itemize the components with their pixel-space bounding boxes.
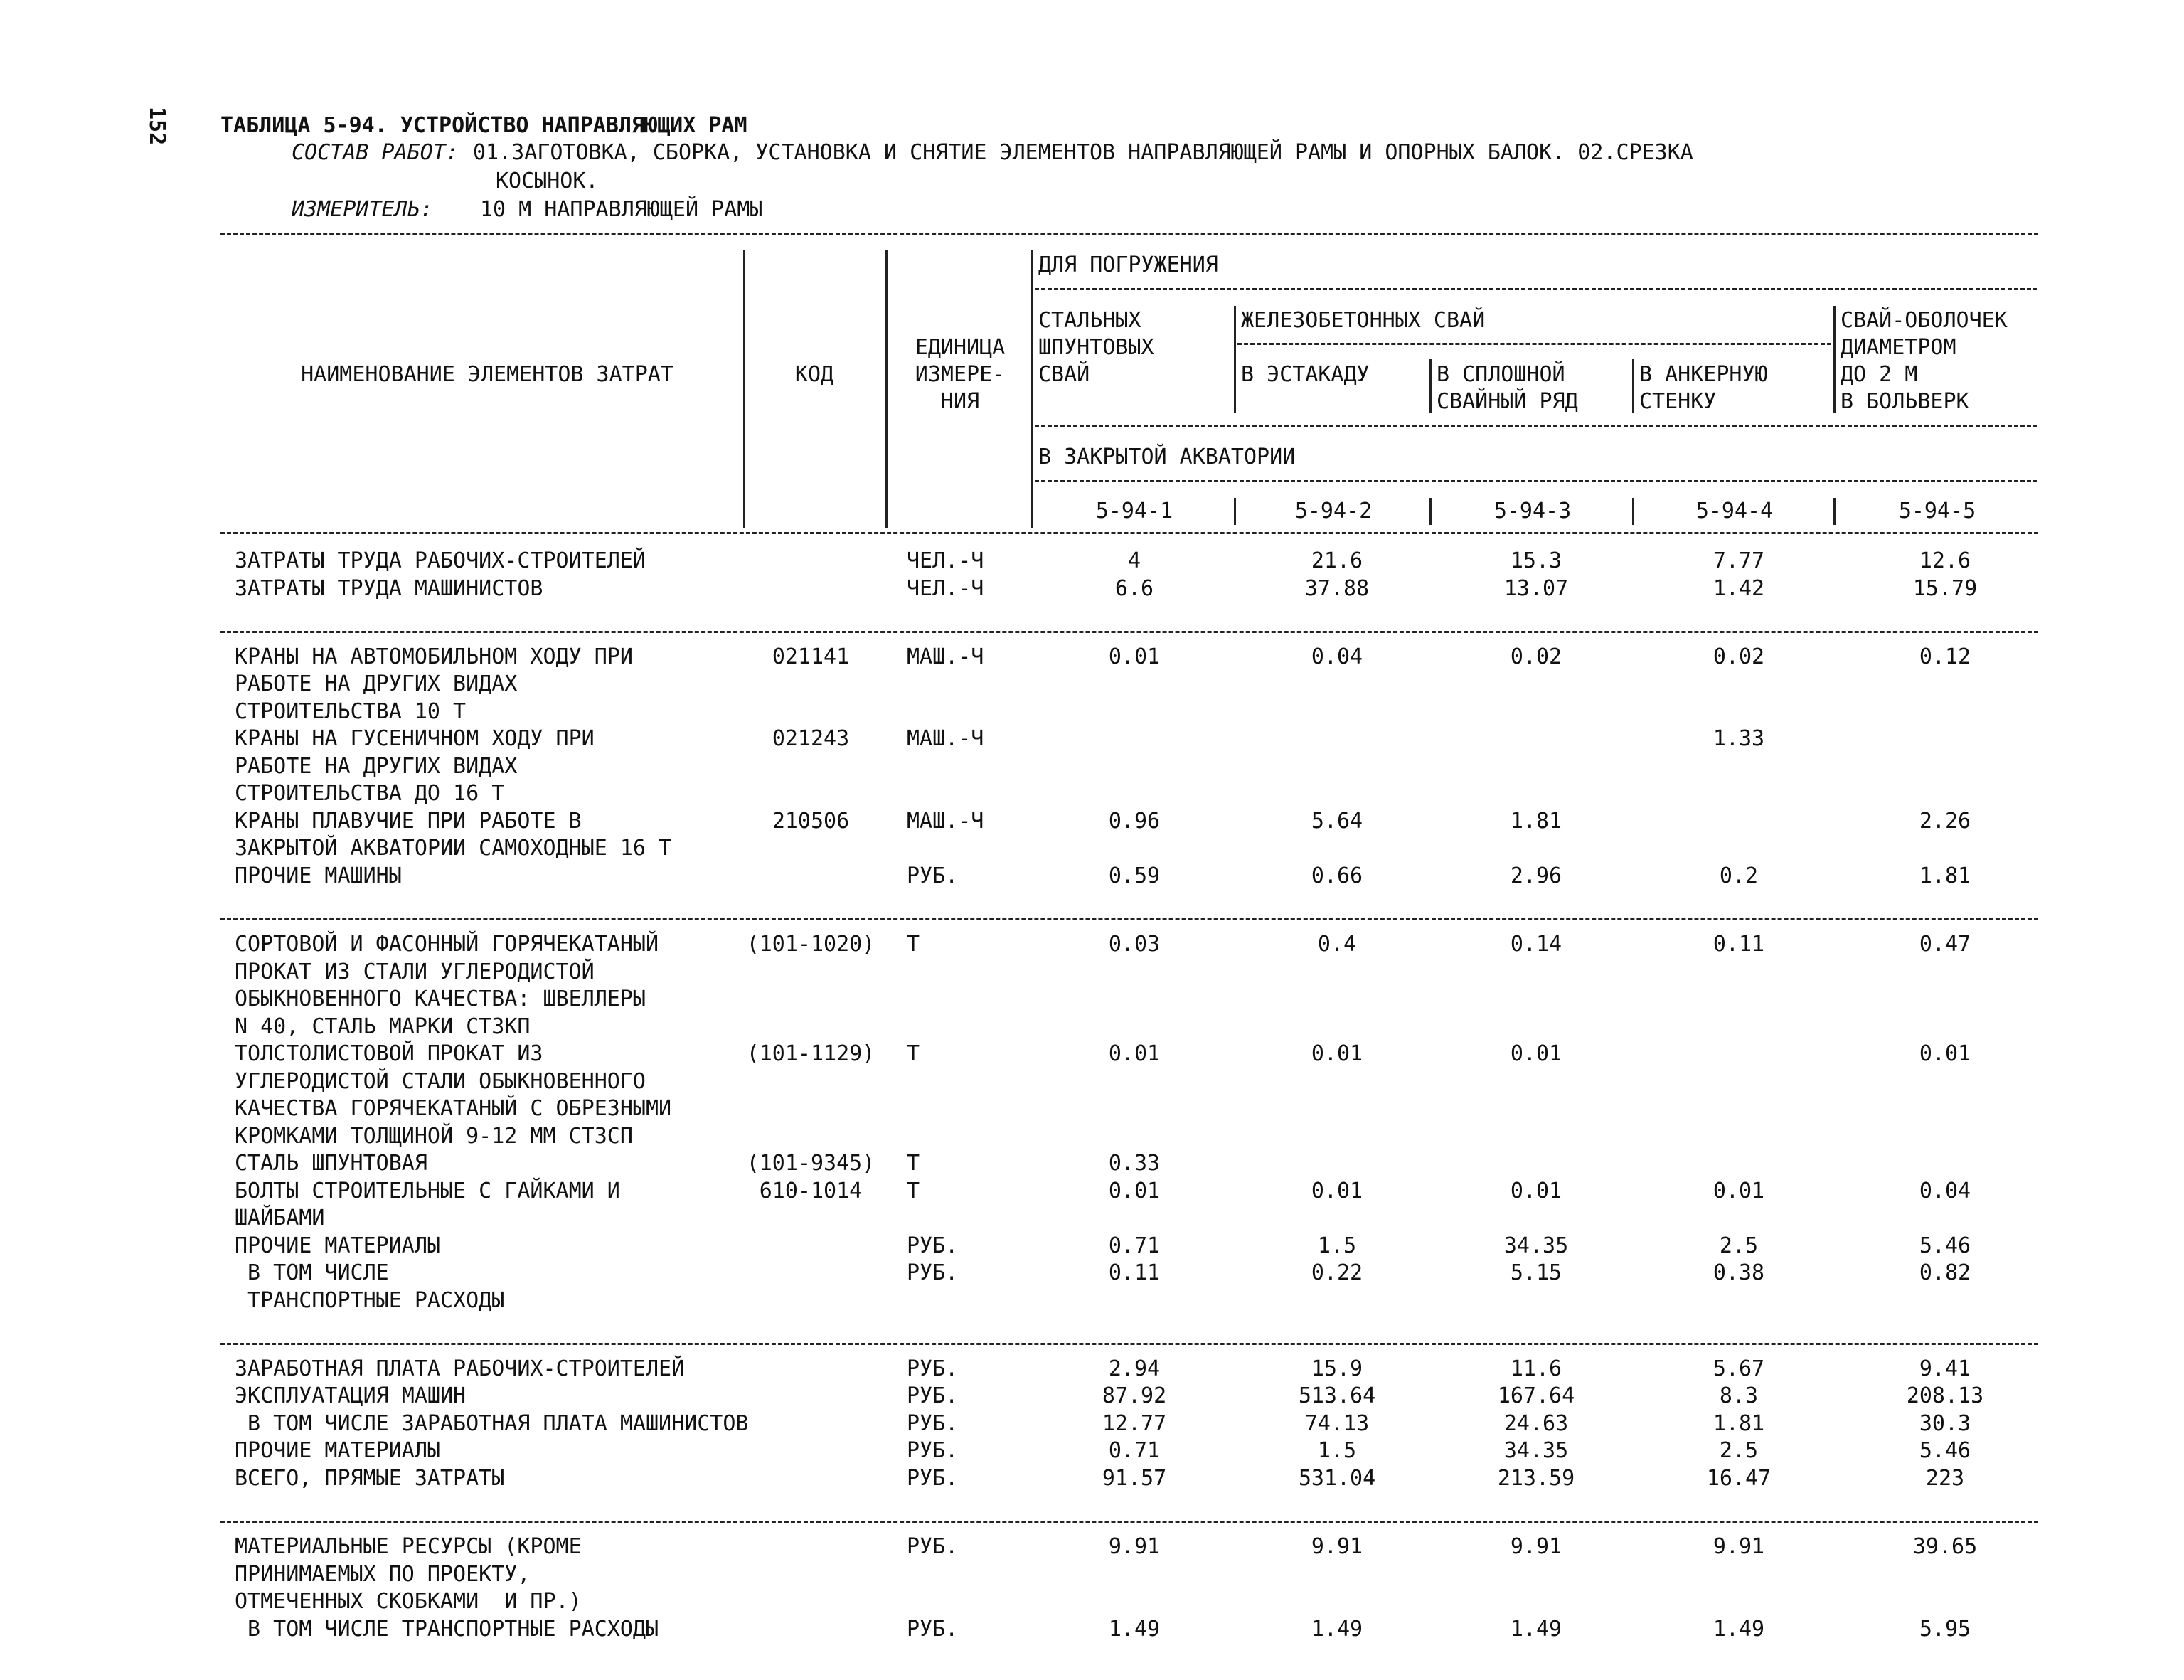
- row-value: 0.01: [1919, 1041, 1971, 1066]
- row-value: 0.14: [1510, 932, 1562, 957]
- row-value: 12.77: [1102, 1410, 1167, 1436]
- composition-text-2: КОСЫНОК.: [496, 169, 599, 193]
- table-section-rule: [220, 631, 2038, 633]
- row-value: 2.96: [1510, 863, 1562, 888]
- row-value: 15.9: [1311, 1356, 1363, 1381]
- row-value: 5.46: [1919, 1438, 1971, 1464]
- row-value: 8.3: [1719, 1383, 1759, 1409]
- row-value: 0.02: [1712, 644, 1765, 669]
- row-value: 7.77: [1712, 548, 1765, 573]
- row-unit: Т: [907, 1151, 920, 1176]
- row-label: ВСЕГО, ПРЯМЫЕ ЗАТРАТЫ: [235, 1465, 505, 1491]
- row-value: 5.15: [1510, 1260, 1562, 1285]
- row-label: В ТОМ ЧИСЛЕ: [235, 1260, 389, 1285]
- row-value: 0.82: [1919, 1260, 1971, 1285]
- area-header: В ЗАКРЫТОЙ АКВАТОРИИ: [1038, 445, 1296, 469]
- row-value: 0.47: [1919, 932, 1971, 957]
- row-unit: ЧЕЛ.-Ч: [907, 548, 984, 573]
- row-value: 0.96: [1108, 808, 1161, 834]
- row-value: 9.91: [1712, 1534, 1765, 1559]
- header-divider: [1234, 498, 1236, 525]
- row-value: 37.88: [1304, 575, 1370, 601]
- row-label: СОРТОВОЙ И ФАСОННЫЙ ГОРЯЧЕКАТАНЫЙ: [235, 932, 659, 957]
- row-label: ОБЫКНОВЕННОГО КАЧЕСТВА: ШВЕЛЛЕРЫ: [235, 987, 646, 1011]
- row-value: 0.01: [1108, 644, 1161, 669]
- code-header-5: 5-94-5: [1898, 499, 1976, 523]
- header-divider: [1833, 306, 1836, 413]
- row-value: 0.71: [1108, 1233, 1161, 1258]
- row-unit: РУБ.: [907, 1383, 959, 1409]
- row-value: 0.01: [1510, 1178, 1562, 1203]
- row-label: ТРАНСПОРТНЫЕ РАСХОДЫ: [235, 1287, 505, 1313]
- row-label: ШАЙБАМИ: [235, 1206, 325, 1230]
- row-value: 9.91: [1311, 1534, 1363, 1559]
- rc-a-header: В ЭСТАКАДУ: [1241, 362, 1370, 387]
- header-divider: [1429, 498, 1432, 525]
- row-label: РАБОТЕ НА ДРУГИХ ВИДАХ: [235, 753, 518, 779]
- row-label: ПРИНИМАЕМЫХ ПО ПРОЕКТУ,: [235, 1561, 531, 1587]
- row-value: 0.03: [1108, 932, 1161, 957]
- row-value: 0.02: [1510, 644, 1562, 669]
- row-value: 513.64: [1298, 1383, 1376, 1409]
- row-unit: РУБ.: [907, 1410, 959, 1436]
- row-value: 0.66: [1311, 863, 1363, 888]
- row-value: 9.91: [1108, 1534, 1161, 1559]
- row-label: ПРОКАТ ИЗ СТАЛИ УГЛЕРОДИСТОЙ: [235, 959, 595, 984]
- row-unit: РУБ.: [907, 1260, 959, 1285]
- row-value: 0.4: [1317, 932, 1357, 957]
- row-value: 0.11: [1712, 932, 1765, 957]
- row-value: 208.13: [1906, 1383, 1984, 1409]
- steel-header-1: СТАЛЬНЫХ: [1038, 308, 1141, 333]
- row-value: 2.5: [1719, 1233, 1759, 1258]
- row-value: 5.67: [1712, 1356, 1765, 1381]
- header-rule: [1035, 288, 2037, 290]
- row-value: 91.57: [1102, 1465, 1167, 1491]
- header-divider: [743, 250, 745, 528]
- table-section-rule: [220, 1343, 2038, 1345]
- measure-label: ИЗМЕРИТЕЛЬ:: [292, 197, 433, 222]
- row-value: 16.47: [1706, 1465, 1772, 1491]
- row-value: 1.33: [1712, 726, 1765, 752]
- row-value: 11.6: [1510, 1356, 1562, 1381]
- row-value: 13.07: [1503, 575, 1569, 601]
- row-value: 30.3: [1919, 1410, 1971, 1436]
- row-label: ТОЛСТОЛИСТОВОЙ ПРОКАТ ИЗ: [235, 1041, 543, 1066]
- header-divider: [1632, 359, 1634, 413]
- row-label: N 40, СТАЛЬ МАРКИ СТЗКП: [235, 1014, 531, 1039]
- row-label: МАТЕРИАЛЬНЫЕ РЕСУРСЫ (КРОМЕ: [235, 1534, 582, 1559]
- row-code: 021243: [772, 726, 850, 752]
- row-label: КРАНЫ НА ГУСЕНИЧНОМ ХОДУ ПРИ: [235, 726, 595, 752]
- row-unit: ЧЕЛ.-Ч: [907, 575, 984, 601]
- row-value: 74.13: [1304, 1410, 1370, 1436]
- row-code: 021141: [772, 644, 850, 669]
- row-value: 1.49: [1108, 1616, 1161, 1642]
- row-value: 0.38: [1712, 1260, 1765, 1285]
- table-section-rule: [220, 918, 2038, 920]
- page-number: 152: [144, 107, 169, 146]
- col-unit-header-1: ЕДИНИЦА: [915, 335, 1006, 360]
- row-value: 0.01: [1712, 1178, 1765, 1203]
- composition-label: СОСТАВ РАБОТ:: [292, 140, 459, 165]
- steel-header-3: СВАЙ: [1038, 362, 1090, 387]
- rc-b-header-1: В СПЛОШНОЙ: [1437, 362, 1565, 387]
- row-value: 0.12: [1919, 644, 1971, 669]
- row-label: ПРОЧИЕ МАТЕРИАЛЫ: [235, 1233, 440, 1258]
- row-value: 531.04: [1298, 1465, 1376, 1491]
- row-unit: РУБ.: [907, 1233, 959, 1258]
- composition-text-1: 01.ЗАГОТОВКА, СБОРКА, УСТАНОВКА И СНЯТИЕ ЭЛЕМЕНТОВ НАПРАВЛЯЮЩЕЙ РАМЫ И ОПОРНЫХ БАЛОК. 02.СРЕЗКА: [473, 140, 1693, 165]
- row-value: 1.81: [1712, 1410, 1765, 1436]
- row-code: (101-1020): [746, 932, 875, 957]
- row-label: РАБОТЕ НА ДРУГИХ ВИДАХ: [235, 671, 518, 697]
- row-value: 0.71: [1108, 1438, 1161, 1464]
- row-value: 39.65: [1912, 1534, 1978, 1559]
- row-value: 0.11: [1108, 1260, 1161, 1285]
- row-value: 1.42: [1712, 575, 1765, 601]
- row-value: 1.49: [1311, 1616, 1363, 1642]
- row-unit: РУБ.: [907, 1534, 959, 1559]
- steel-header-2: ШПУНТОВЫХ: [1038, 335, 1154, 360]
- row-value: 2.26: [1919, 808, 1971, 834]
- row-label: В ТОМ ЧИСЛЕ ТРАНСПОРТНЫЕ РАСХОДЫ: [235, 1616, 659, 1642]
- row-label: КАЧЕСТВА ГОРЯЧЕКАТАНЫЙ С ОБРЕЗНЫМИ: [235, 1096, 672, 1121]
- rc-header: ЖЕЛЕЗОБЕТОННЫХ СВАЙ: [1241, 308, 1486, 333]
- row-value: 0.01: [1510, 1041, 1562, 1066]
- row-value: 167.64: [1497, 1383, 1575, 1409]
- row-unit: РУБ.: [907, 1356, 959, 1381]
- row-value: 1.49: [1510, 1616, 1562, 1642]
- col-code-header: КОД: [794, 362, 834, 387]
- row-value: 15.3: [1510, 548, 1562, 573]
- row-value: 5.46: [1919, 1233, 1971, 1258]
- row-value: 21.6: [1311, 548, 1363, 573]
- code-header-4: 5-94-4: [1695, 499, 1774, 523]
- row-label: КРАНЫ НА АВТОМОБИЛЬНОМ ХОДУ ПРИ: [235, 644, 633, 669]
- row-label: КРОМКАМИ ТОЛЩИНОЙ 9-12 ММ СТЗСП: [235, 1123, 633, 1149]
- row-value: 1.5: [1317, 1438, 1357, 1464]
- shell-header-4: В БОЛЬВЕРК: [1841, 389, 1969, 414]
- col-unit-header-2: ИЗМЕРЕ-: [915, 362, 1006, 387]
- header-rule: [1237, 343, 1831, 345]
- row-value: 0.33: [1108, 1151, 1161, 1176]
- row-value: 87.92: [1102, 1383, 1167, 1409]
- row-label: БОЛТЫ СТРОИТЕЛЬНЫЕ С ГАЙКАМИ И: [235, 1178, 620, 1203]
- row-value: 0.59: [1108, 863, 1161, 888]
- row-value: 0.04: [1311, 644, 1363, 669]
- row-value: 1.81: [1919, 863, 1971, 888]
- row-value: 9.41: [1919, 1356, 1971, 1381]
- table-rule-header: [220, 532, 2038, 534]
- row-value: 1.81: [1510, 808, 1562, 834]
- row-value: 5.64: [1311, 808, 1363, 834]
- row-label: ОТМЕЧЕННЫХ СКОБКАМИ И ПР.): [235, 1589, 582, 1614]
- row-value: 4: [1127, 548, 1141, 573]
- table-title: ТАБЛИЦА 5-94. УСТРОЙСТВО НАПРАВЛЯЮЩИХ РАМ: [220, 113, 747, 138]
- table-section-rule: [220, 1521, 2038, 1523]
- rc-c-header-2: СТЕНКУ: [1639, 389, 1717, 414]
- row-unit: МАШ.-Ч: [907, 644, 984, 669]
- code-header-3: 5-94-3: [1493, 499, 1572, 523]
- row-value: 1.5: [1317, 1233, 1357, 1258]
- row-unit: МАШ.-Ч: [907, 808, 984, 834]
- header-divider: [1429, 359, 1432, 413]
- row-value: 223: [1925, 1465, 1965, 1491]
- rc-c-header-1: В АНКЕРНУЮ: [1639, 362, 1768, 387]
- row-label: ПРОЧИЕ МАШИНЫ: [235, 863, 402, 888]
- row-label: В ТОМ ЧИСЛЕ ЗАРАБОТНАЯ ПЛАТА МАШИНИСТОВ: [235, 1410, 749, 1436]
- row-unit: Т: [907, 932, 920, 957]
- row-value: 2.5: [1719, 1438, 1759, 1464]
- shell-header-2: ДИАМЕТРОМ: [1841, 335, 1956, 360]
- row-label: СТАЛЬ ШПУНТОВАЯ: [235, 1151, 427, 1176]
- row-value: 0.2: [1719, 863, 1759, 888]
- row-value: 34.35: [1503, 1233, 1569, 1258]
- row-code: 210506: [772, 808, 850, 834]
- row-unit: РУБ.: [907, 1465, 959, 1491]
- header-divider: [1234, 306, 1236, 413]
- row-label: УГЛЕРОДИСТОЙ СТАЛИ ОБЫКНОВЕННОГО: [235, 1068, 646, 1094]
- row-code: (101-9345): [746, 1151, 875, 1176]
- row-unit: РУБ.: [907, 1438, 959, 1464]
- row-label: ПРОЧИЕ МАТЕРИАЛЫ: [235, 1438, 440, 1464]
- shell-header-3: ДО 2 М: [1841, 362, 1918, 387]
- row-value: 15.79: [1912, 575, 1978, 601]
- row-value: 0.01: [1108, 1041, 1161, 1066]
- row-value: 6.6: [1114, 575, 1154, 601]
- row-value: 213.59: [1497, 1465, 1575, 1491]
- row-value: 0.22: [1311, 1260, 1363, 1285]
- shell-header-1: СВАЙ-ОБОЛОЧЕК: [1841, 308, 2008, 333]
- rc-b-header-2: СВАЙНЫЙ РЯД: [1437, 389, 1578, 414]
- row-unit: Т: [907, 1178, 920, 1203]
- header-divider: [1632, 498, 1634, 525]
- row-value: 5.95: [1919, 1616, 1971, 1642]
- col-unit-header-3: НИЯ: [940, 389, 980, 414]
- row-unit: РУБ.: [907, 1616, 959, 1642]
- row-code: (101-1129): [746, 1041, 875, 1066]
- row-value: 24.63: [1503, 1410, 1569, 1436]
- row-value: 2.94: [1108, 1356, 1161, 1381]
- header-divider: [1031, 250, 1033, 528]
- row-label: ЗАТРАТЫ ТРУДА РАБОЧИХ-СТРОИТЕЛЕЙ: [235, 548, 646, 573]
- row-value: 0.04: [1919, 1178, 1971, 1203]
- row-label: КРАНЫ ПЛАВУЧИЕ ПРИ РАБОТЕ В: [235, 808, 582, 834]
- row-label: ЗАКРЫТОЙ АКВАТОРИИ САМОХОДНЫЕ 16 Т: [235, 836, 672, 861]
- row-value: 0.01: [1311, 1041, 1363, 1066]
- header-divider: [1833, 498, 1836, 525]
- row-unit: РУБ.: [907, 863, 959, 888]
- row-unit: МАШ.-Ч: [907, 726, 984, 752]
- code-header-1: 5-94-1: [1095, 499, 1173, 523]
- row-value: 0.01: [1311, 1178, 1363, 1203]
- row-label: СТРОИТЕЛЬСТВА 10 Т: [235, 698, 467, 724]
- measure-text: 10 М НАПРАВЛЯЮЩЕЙ РАМЫ: [480, 197, 763, 222]
- row-label: ЗАТРАТЫ ТРУДА МАШИНИСТОВ: [235, 575, 543, 601]
- row-value: 1.49: [1712, 1616, 1765, 1642]
- row-label: ЭКСПЛУАТАЦИЯ МАШИН: [235, 1383, 467, 1409]
- row-unit: Т: [907, 1041, 920, 1066]
- row-value: 12.6: [1919, 548, 1971, 573]
- header-rule: [1035, 425, 2037, 427]
- row-value: 0.01: [1108, 1178, 1161, 1203]
- row-value: 34.35: [1503, 1438, 1569, 1464]
- row-code: 610-1014: [759, 1178, 863, 1203]
- header-rule: [1035, 480, 2037, 482]
- header-divider: [885, 250, 888, 528]
- code-header-2: 5-94-2: [1294, 499, 1373, 523]
- table-rule-top: [220, 233, 2038, 235]
- col-name-header: НАИМЕНОВАНИЕ ЭЛЕМЕНТОВ ЗАТРАТ: [301, 362, 673, 387]
- row-value: 9.91: [1510, 1534, 1562, 1559]
- row-label: ЗАРАБОТНАЯ ПЛАТА РАБОЧИХ-СТРОИТЕЛЕЙ: [235, 1356, 685, 1381]
- group-header: ДЛЯ ПОГРУЖЕНИЯ: [1038, 252, 1218, 277]
- row-label: СТРОИТЕЛЬСТВА ДО 16 Т: [235, 781, 505, 807]
